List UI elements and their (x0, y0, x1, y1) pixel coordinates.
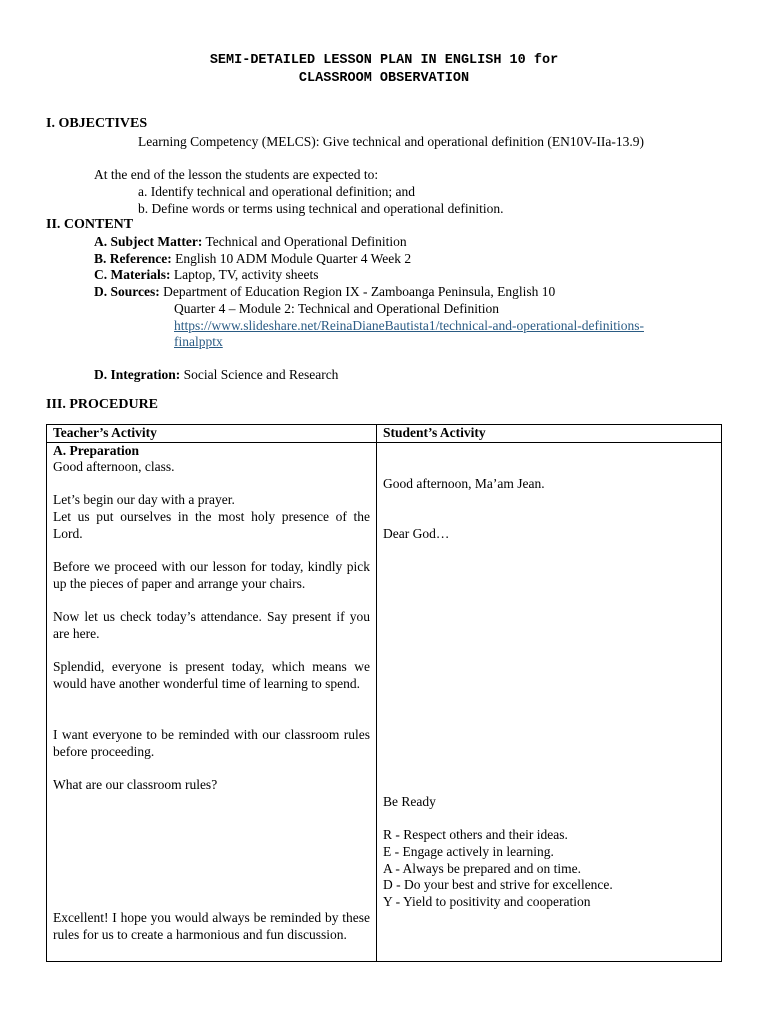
materials-value: Laptop, TV, activity sheets (173, 267, 319, 282)
student-prayer: Dear God… (383, 526, 450, 541)
teacher-activity-cell (47, 443, 377, 962)
materials (94, 267, 318, 284)
teacher-prayer-1: Let’s begin our day with a prayer. (53, 492, 235, 507)
rule-a: A - Always be prepared and on time. (383, 861, 581, 876)
teacher-excellent: Excellent! I hope you would always be reminded by these rules for us to create a harmonious and fun discussion. (53, 910, 370, 942)
content-heading: II. CONTENT (46, 217, 134, 232)
sources-line-2: Quarter 4 – Module 2: Technical and Operational Definition (174, 301, 499, 316)
teacher-activity-header: Teacher’s Activity (47, 425, 377, 443)
sources-link-cont[interactable] (174, 334, 223, 351)
table-row (47, 443, 722, 962)
table-header-row (47, 425, 722, 443)
teacher-question: What are our classroom rules? (53, 777, 218, 792)
materials-label: C. Materials: (94, 267, 171, 282)
sources-label: D. Sources: (94, 284, 160, 299)
student-be-ready: Be Ready (383, 794, 436, 809)
rule-y: Y - Yield to positivity and cooperation (383, 894, 591, 909)
objectives-intro: At the end of the lesson the students are expected to: (94, 167, 379, 182)
integration-value: Social Science and Research (183, 367, 339, 382)
objectives-heading: I. OBJECTIVES (46, 116, 148, 131)
student-activity-cell (377, 443, 722, 962)
sources-link-line-2[interactable]: finalpptx (174, 334, 223, 349)
student-activity-header: Student’s Activity (377, 425, 722, 443)
subject-matter (94, 234, 407, 251)
teacher-paper: Before we proceed with our lesson for today, kindly pick up the pieces of paper and arrange your chairs. (53, 559, 370, 591)
rule-d: D - Do your best and strive for excellence. (383, 877, 613, 892)
objective-item-a: a. Identify technical and operational definition; and (138, 184, 416, 199)
sources-link[interactable] (174, 318, 644, 335)
procedure-table (46, 424, 722, 962)
objective-item-b: b. Define words or terms using technical and operational definition. (138, 201, 504, 216)
integration-label: D. Integration: (94, 367, 181, 382)
reference (94, 251, 411, 268)
teacher-remind: I want everyone to be reminded with our classroom rules before proceeding. (53, 727, 370, 759)
subject-matter-label: A. Subject Matter: (94, 234, 203, 249)
rule-e: E - Engage actively in learning. (383, 844, 554, 859)
learning-competency: Learning Competency (MELCS): Give technical and operational definition (EN10V-IIa-13.9) (138, 134, 644, 149)
subject-matter-value: Technical and Operational Definition (205, 234, 407, 249)
sources-link-line-1[interactable]: https://www.slideshare.net/ReinaDianeBautista1/technical-and-operational-definitions- (174, 318, 644, 333)
rule-r: R - Respect others and their ideas. (383, 827, 568, 842)
title-line-2: CLASSROOM OBSERVATION (298, 71, 470, 86)
section-preparation: A. Preparation (53, 443, 139, 458)
title-line-1: SEMI-DETAILED LESSON PLAN IN ENGLISH 10 for (209, 53, 559, 68)
teacher-greeting: Good afternoon, class. (53, 459, 175, 474)
teacher-attendance: Now let us check today’s attendance. Say present if you are here. (53, 609, 370, 641)
procedure-heading: III. PROCEDURE (46, 397, 159, 412)
sources (94, 284, 555, 301)
document-title (0, 52, 768, 88)
student-greeting: Good afternoon, Ma’am Jean. (383, 476, 545, 491)
integration (94, 367, 338, 384)
teacher-prayer-2: Let us put ourselves in the most holy presence of the Lord. (53, 509, 370, 541)
reference-label: B. Reference: (94, 251, 172, 266)
reference-value: English 10 ADM Module Quarter 4 Week 2 (175, 251, 412, 266)
sources-value: Department of Education Region IX - Zamboanga Peninsula, English 10 (163, 284, 556, 299)
teacher-splendid: Splendid, everyone is present today, which means we would have another wonderful time of learning to spend. (53, 659, 370, 691)
